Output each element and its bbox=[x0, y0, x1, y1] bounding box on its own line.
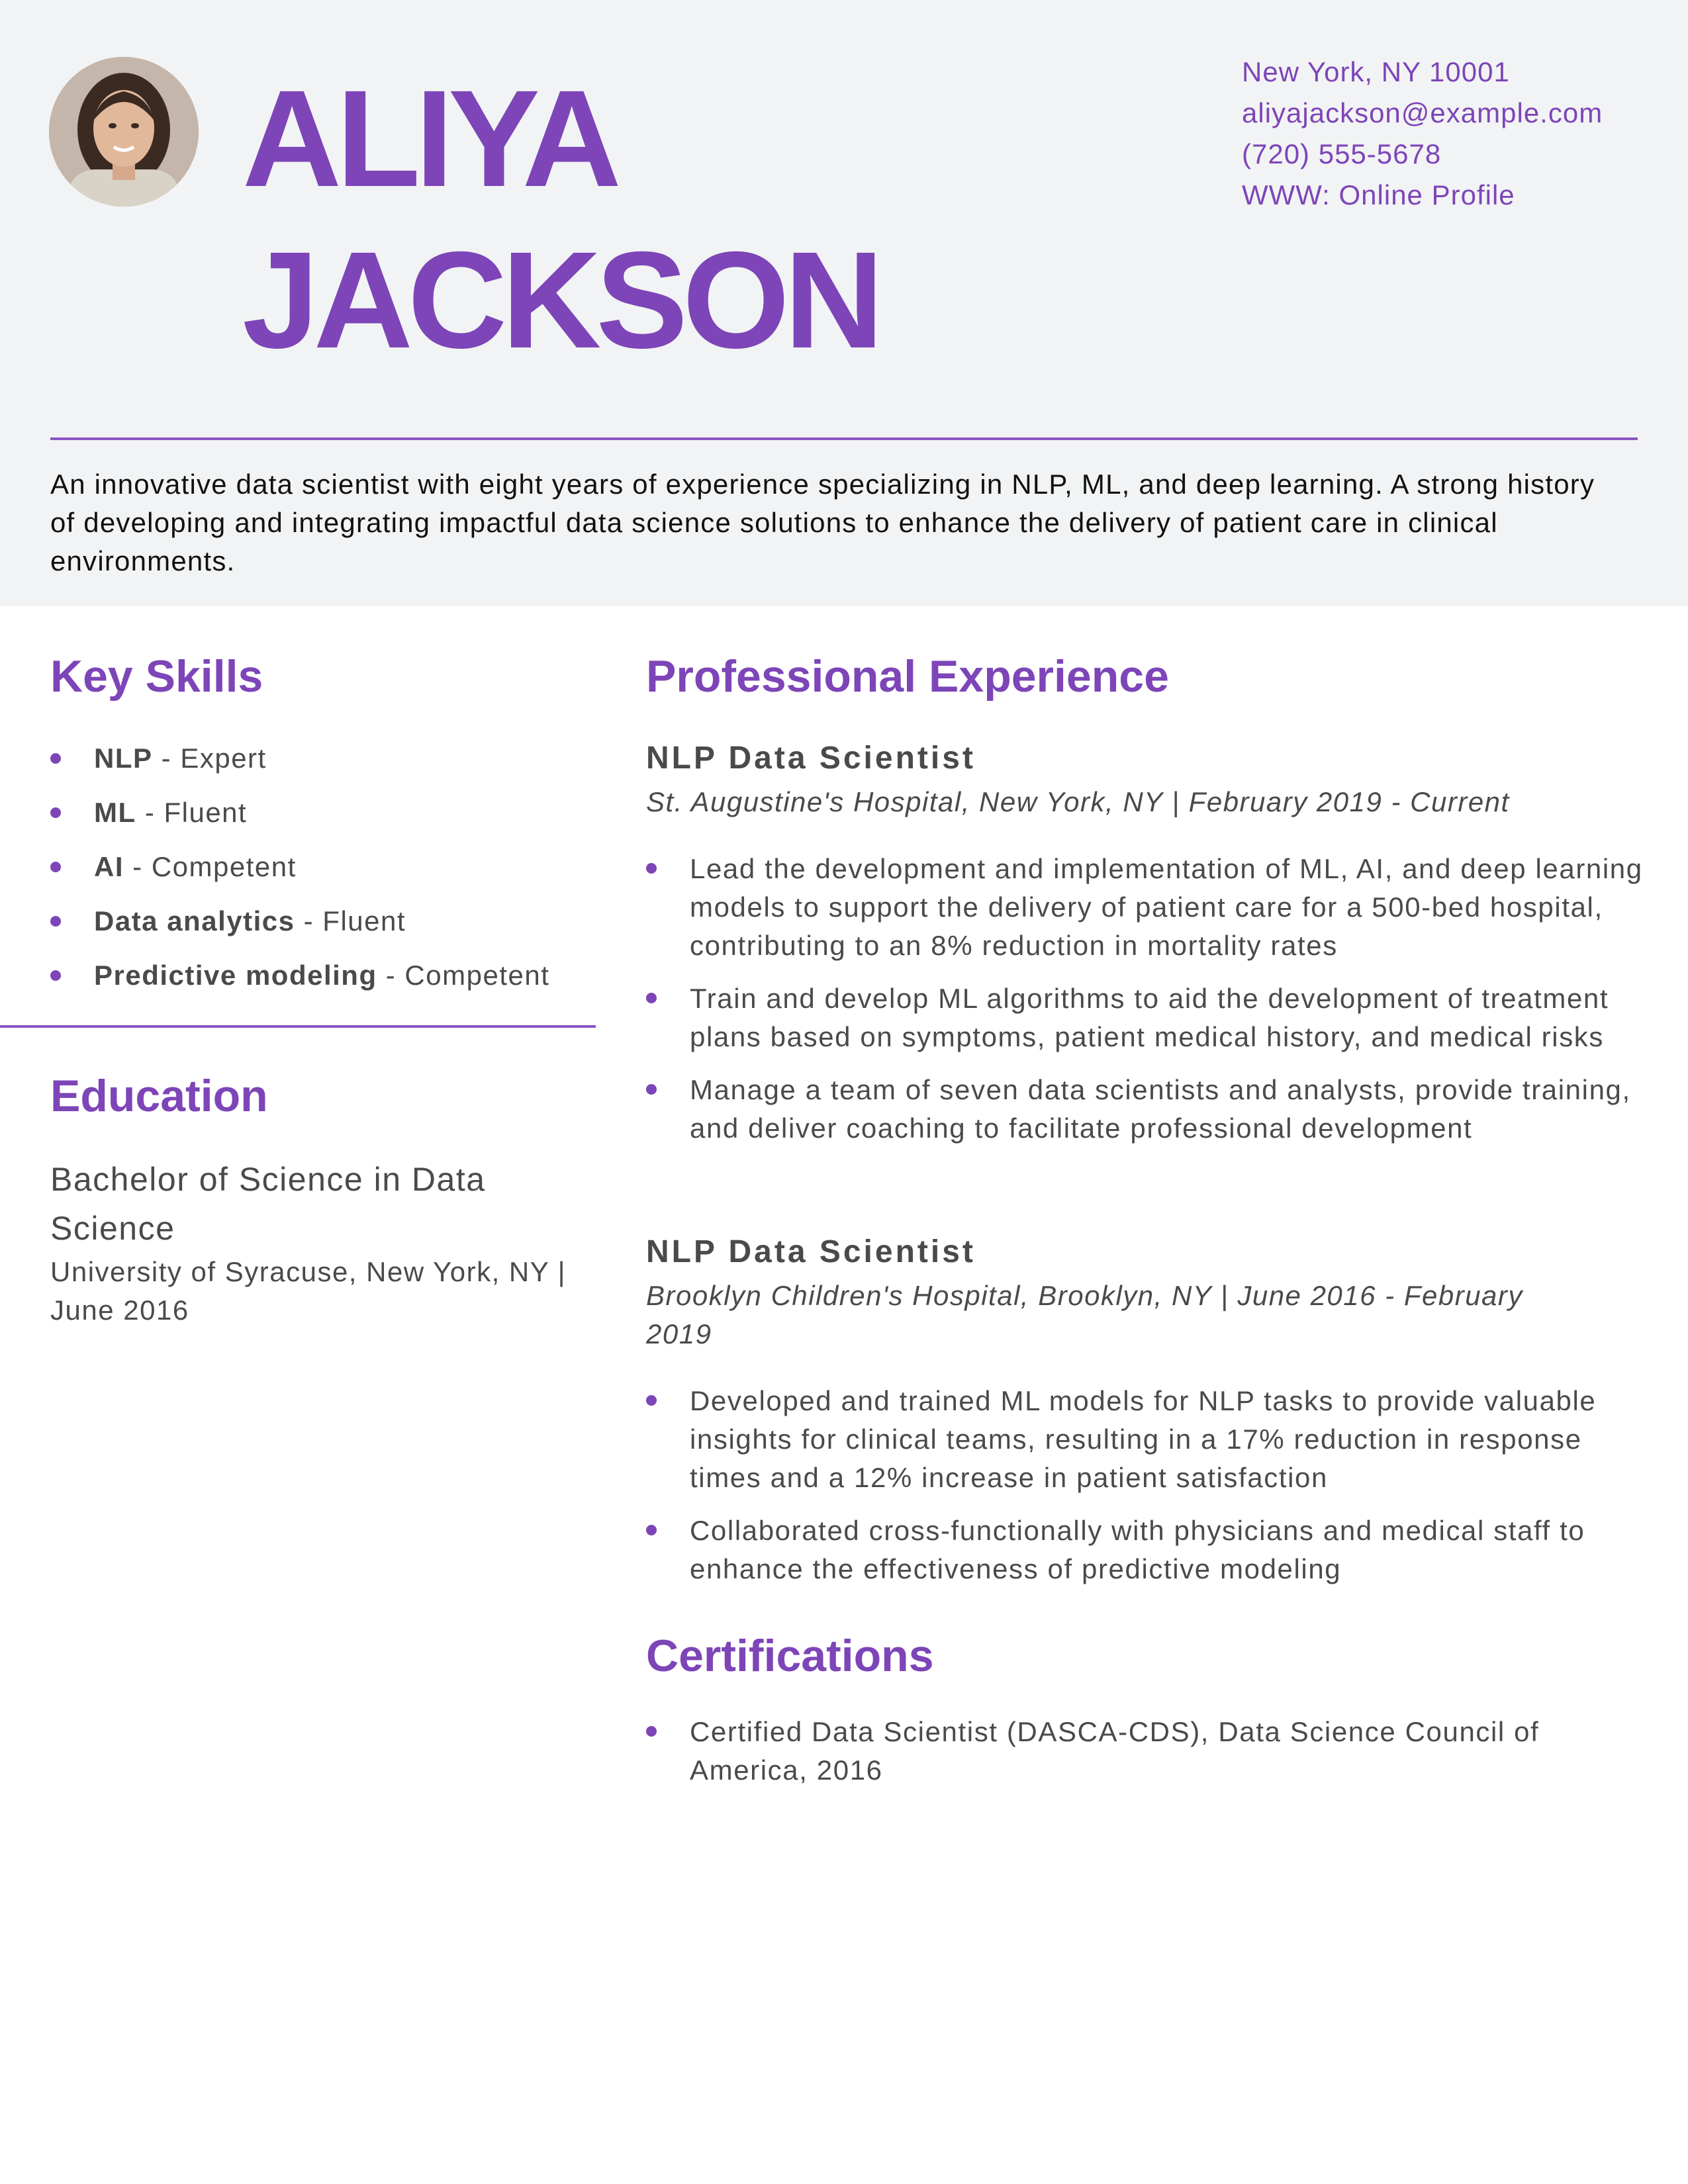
skill-item bbox=[50, 894, 593, 948]
certifications-heading: Certifications bbox=[646, 1631, 934, 1681]
bullet-dot bbox=[50, 916, 61, 927]
skill-name: AI bbox=[94, 851, 124, 882]
bullet-text: Developed and trained ML models for NLP tasks to provide valuable insights for clinical teams, resulting in a 17% reduction in response times and a 12% increase in patient satisfaction bbox=[690, 1385, 1597, 1493]
skill-item bbox=[50, 840, 593, 894]
skills-list bbox=[50, 731, 593, 1003]
skill-name: ML bbox=[94, 797, 136, 828]
bullet-dot bbox=[50, 970, 61, 981]
skill-name: NLP bbox=[94, 743, 153, 774]
skill-level: - Competent bbox=[377, 960, 550, 991]
job-title: NLP Data Scientist bbox=[646, 1234, 976, 1269]
skill-level: - Expert bbox=[152, 743, 267, 774]
list-item bbox=[646, 1512, 1652, 1588]
skill-level: - Fluent bbox=[136, 797, 248, 828]
list-item bbox=[646, 1071, 1652, 1148]
list-item bbox=[646, 979, 1652, 1056]
contact-email[interactable]: aliyajackson@example.com bbox=[1242, 97, 1603, 128]
profile-photo bbox=[49, 57, 199, 206]
first-name: ALIYA bbox=[242, 62, 616, 216]
candidate-name bbox=[242, 58, 970, 381]
skill-name: Predictive modeling bbox=[94, 960, 377, 991]
experience-heading: Professional Experience bbox=[646, 651, 1169, 702]
bullet-dot bbox=[646, 993, 657, 1003]
bullet-text: Manage a team of seven data scientists and analysts, provide training, and deliver coaching to facilitate professional development bbox=[690, 1074, 1631, 1144]
list-item bbox=[646, 1382, 1652, 1497]
bullet-dot bbox=[646, 863, 657, 874]
bullet-dot bbox=[646, 1525, 657, 1535]
job-responsibilities bbox=[646, 1382, 1652, 1603]
skill-level: - Competent bbox=[124, 851, 297, 882]
professional-summary: An innovative data scientist with eight years of experience specializing in NLP, ML, and deep learning. A strong history of developing and integrating impactful data science solutions to enhance the delivery of patient care in clinical environments. bbox=[50, 469, 1595, 576]
job-employer-dates: Brooklyn Children's Hospital, Brooklyn, NY | June 2016 - February 2019 bbox=[646, 1280, 1523, 1349]
skill-item bbox=[50, 948, 593, 1003]
contact-website-link[interactable]: WWW: Online Profile bbox=[1242, 179, 1515, 210]
last-name: JACKSON bbox=[242, 224, 879, 377]
bullet-dot bbox=[50, 862, 61, 872]
bullet-dot bbox=[50, 807, 61, 818]
bullet-dot bbox=[646, 1084, 657, 1095]
bullet-dot bbox=[50, 753, 61, 764]
contact-location: New York, NY 10001 bbox=[1242, 56, 1510, 87]
header-divider bbox=[50, 437, 1638, 440]
job-employer-dates: St. Augustine's Hospital, New York, NY | February 2019 - Current bbox=[646, 786, 1510, 817]
contact-info bbox=[1242, 52, 1652, 216]
certification-text: Certified Data Scientist (DASCA-CDS), Data Science Council of America, 2016 bbox=[690, 1716, 1540, 1786]
contact-phone[interactable]: (720) 555-5678 bbox=[1242, 138, 1442, 169]
bullet-dot bbox=[646, 1726, 657, 1737]
education-heading: Education bbox=[50, 1071, 268, 1121]
bullet-text: Collaborated cross-functionally with physicians and medical staff to enhance the effectiveness of predictive modeling bbox=[690, 1515, 1585, 1584]
school-details: University of Syracuse, New York, NY | June 2016 bbox=[50, 1256, 567, 1326]
skills-heading: Key Skills bbox=[50, 651, 263, 702]
list-item bbox=[646, 850, 1652, 965]
list-item bbox=[646, 1713, 1586, 1790]
job-title: NLP Data Scientist bbox=[646, 741, 976, 776]
job-responsibilities bbox=[646, 850, 1652, 1162]
skill-name: Data analytics bbox=[94, 905, 295, 936]
bullet-text: Train and develop ML algorithms to aid the development of treatment plans based on symptoms, patient medical history, and medical risks bbox=[690, 983, 1609, 1052]
bullet-text: Lead the development and implementation of ML, AI, and deep learning models to support the delivery of patient care for a 500-bed hospital, contributing to an 8% reduction in mortality rates bbox=[690, 853, 1643, 961]
skills-divider bbox=[0, 1025, 596, 1028]
skill-item bbox=[50, 731, 593, 786]
degree-name: Bachelor of Science in Data Science bbox=[50, 1161, 486, 1247]
profile-photo-image bbox=[49, 57, 199, 206]
certifications-list bbox=[646, 1713, 1586, 1804]
skill-level: - Fluent bbox=[295, 905, 406, 936]
bullet-dot bbox=[646, 1395, 657, 1406]
skill-item bbox=[50, 786, 593, 840]
